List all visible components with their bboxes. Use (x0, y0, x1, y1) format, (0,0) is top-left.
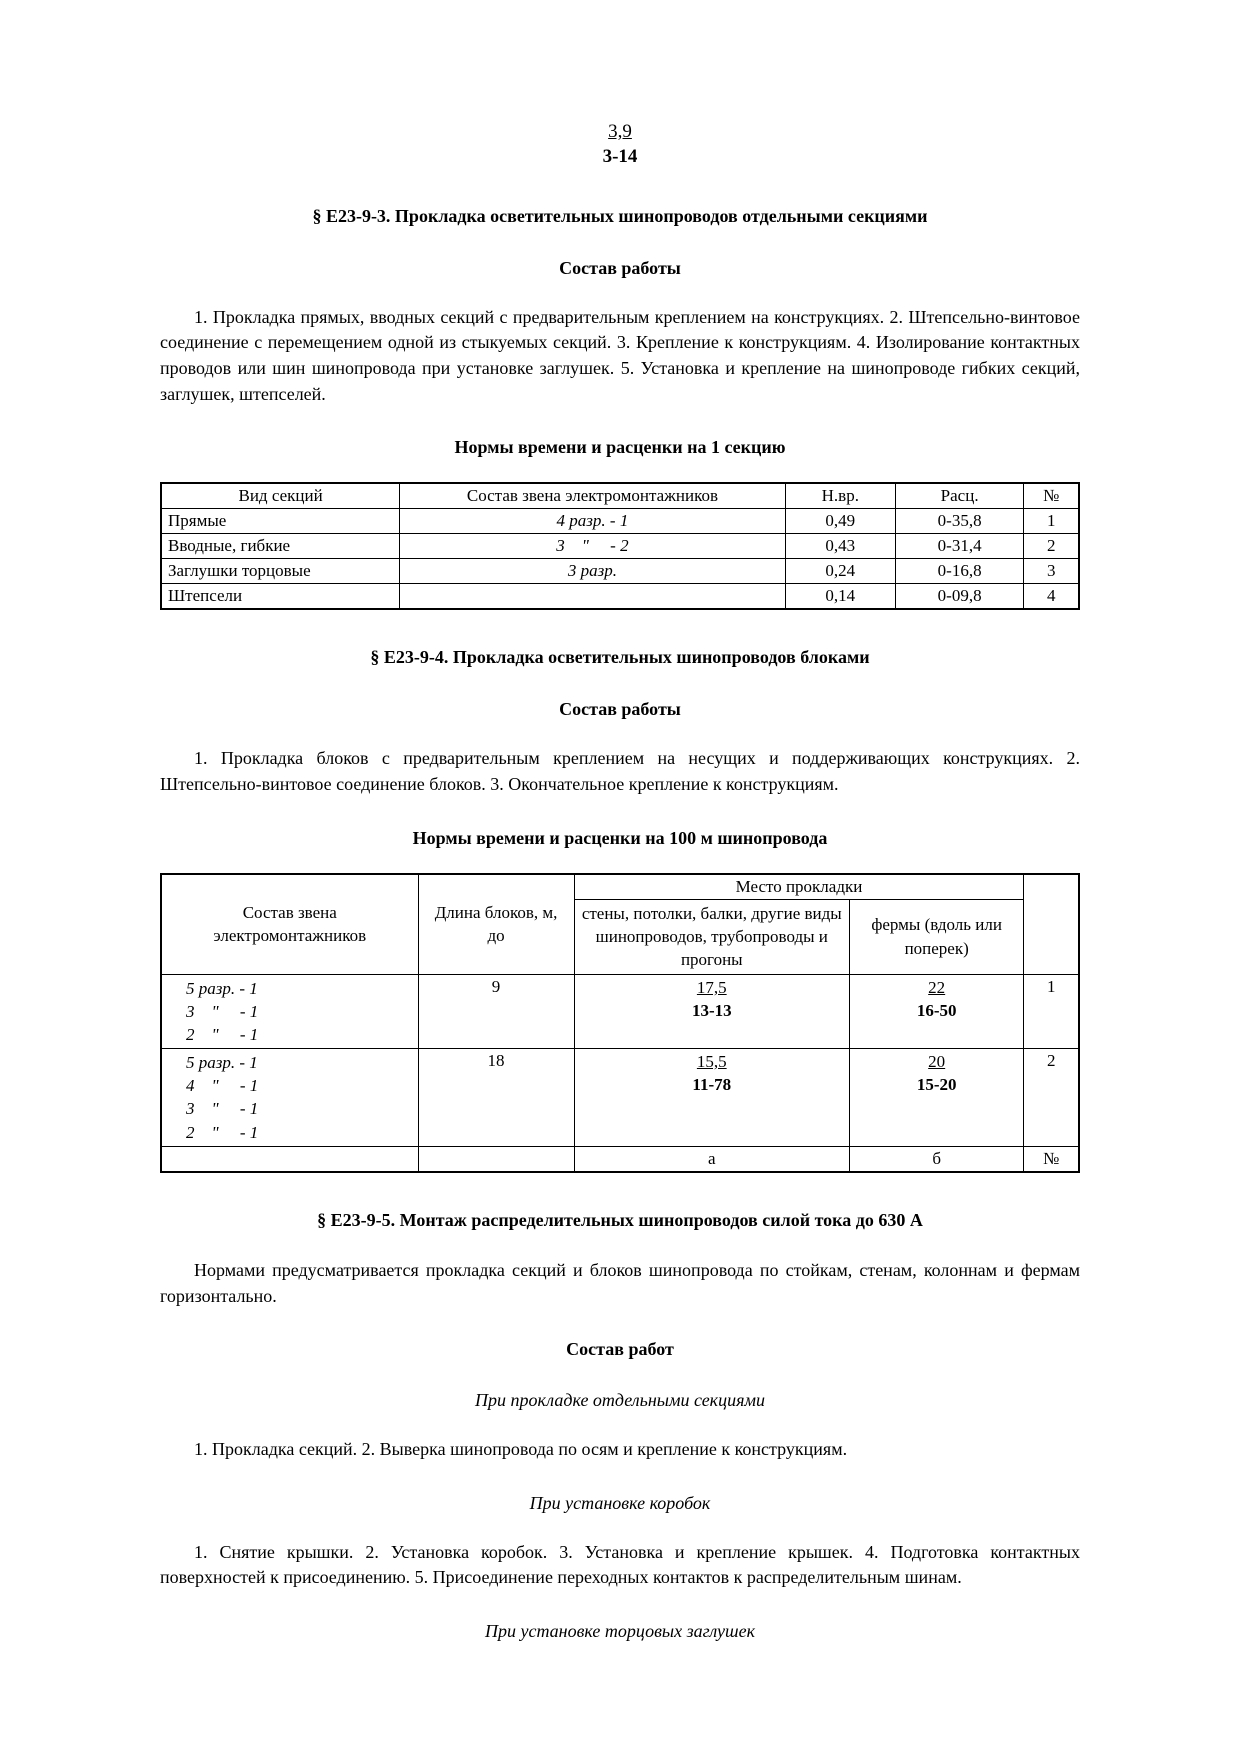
table-row (161, 509, 1079, 534)
table1-header-kind: Вид секций (161, 483, 400, 509)
table2-r1-num: 1 (1024, 974, 1079, 1048)
table1-header-crew: Состав звена электромонтажников (400, 483, 786, 509)
table1-title: Нормы времени и расценки на 1 секцию (454, 437, 786, 458)
table-header-row (161, 874, 1079, 900)
composition-text-s3: 1. Прокладка прямых, вводных секций с предварительным креплением на конструкциях. 2. Штепсельно-винтовое соединение с перемещением одной из стыкуемых секций. 3. Крепление к конструкциям. 4. Изолирование контактных проводов или шин шинопровода при установке заглушек. 5. Установка и крепление на шинопроводе гибких секций, заглушек, штепселей. (160, 306, 1080, 404)
table-row (161, 974, 1079, 1048)
norm-value: 22 (928, 977, 946, 997)
table2-footer-a: а (574, 1146, 849, 1172)
table-row (161, 584, 1079, 610)
table2-title: Нормы времени и расценки на 100 м шинопровода (412, 827, 828, 848)
table1-r1-kind: Прямые (161, 509, 400, 534)
crew-line: 4 " - 1 (186, 1076, 259, 1096)
table-header-row (161, 483, 1079, 509)
crew-line: 5 разр. - 1 (186, 1053, 258, 1073)
table2-r1-a (574, 974, 849, 1048)
table1-r1-rate: 0-35,8 (895, 509, 1024, 534)
composition-text-s4: 1. Прокладка блоков с предварительным креплением на несущих и поддерживающих конструкциях. 2. Штепсельно-винтовое соединение блоков. 3. Окончательное крепление к конструкциям. (160, 748, 1080, 795)
composition-label-s5: Состав работ (566, 1339, 674, 1360)
table2-header-place: Место прокладки (574, 874, 1024, 900)
norms-table-2 (160, 873, 1080, 1173)
table2-r2-crew (161, 1049, 418, 1146)
norm-value: 17,5 (696, 977, 727, 997)
table1-r4-norm: 0,14 (785, 584, 895, 610)
table2-r2-length: 18 (418, 1049, 574, 1146)
table1-r1-num: 1 (1024, 509, 1079, 534)
table2-footer-c2 (418, 1146, 574, 1172)
section-heading-e23-9-3: § Е23-9-3. Прокладка осветительных шинопроводов отдельными секциями (312, 205, 928, 226)
section-heading-e23-9-4: § Е23-9-4. Прокладка осветительных шинопроводов блоками (370, 647, 870, 668)
norms-table-1 (160, 482, 1080, 610)
table1-r3-crew: 3 разр. (400, 559, 786, 584)
page-number-top: 3,9 (608, 121, 632, 142)
table1-header-rate: Расц. (895, 483, 1024, 509)
table2-header-length: Длина блоков, м, до (418, 874, 574, 975)
crew-line: 2 " - 1 (186, 1025, 259, 1045)
table1-r2-norm: 0,43 (785, 534, 895, 559)
table1-r4-rate: 0-09,8 (895, 584, 1024, 610)
subsection-title-end-caps: При установке торцовых заглушек (484, 1620, 756, 1641)
norm-value: 15,5 (696, 1052, 727, 1072)
crew-line: 5 разр. - 1 (186, 978, 258, 998)
table1-r2-kind: Вводные, гибкие (161, 534, 400, 559)
composition-label-s4: Состав работы (559, 699, 681, 720)
table1-r1-norm: 0,49 (785, 509, 895, 534)
subsection-text-boxes: 1. Снятие крышки. 2. Установка коробок. 3. Установка и крепление крышек. 4. Подготовка контактных поверхностей к присоединению. 5. Присоединение переходных контактов к распределительным шинам. (160, 1541, 1080, 1588)
subsection-title-boxes: При установке коробок (529, 1492, 711, 1513)
table2-r2-a (574, 1049, 849, 1146)
subsection-title-sections: При прокладке отдельными секциями (475, 1390, 765, 1411)
table1-r1-crew: 4 разр. - 1 (400, 509, 786, 534)
table2-r1-length: 9 (418, 974, 574, 1048)
rate-value: 11-78 (692, 1075, 732, 1095)
table2-r2-b (849, 1049, 1023, 1146)
table2-r2-num: 2 (1024, 1049, 1079, 1146)
table2-header-num-blank (1024, 874, 1079, 975)
table2-footer-c1 (161, 1146, 418, 1172)
page-number-block (160, 120, 1080, 169)
rate-value: 16-50 (916, 1000, 957, 1020)
table1-r3-rate: 0-16,8 (895, 559, 1024, 584)
page-number-bottom: 3-14 (602, 145, 638, 167)
table2-r1-b (849, 974, 1023, 1048)
table1-r3-norm: 0,24 (785, 559, 895, 584)
table-row (161, 534, 1079, 559)
crew-line: 2 " - 1 (186, 1122, 259, 1142)
table1-r4-num: 4 (1024, 584, 1079, 610)
intro-text-s5: Нормами предусматривается прокладка секций и блоков шинопровода по стойкам, стенам, колоннам и фермам горизонтально. (160, 1260, 1080, 1306)
table2-header-place-b: фермы (вдоль или поперек) (849, 899, 1023, 974)
table2-header-crew: Состав звена электромонтажников (161, 874, 418, 975)
subsection-text-sections: 1. Прокладка секций. 2. Выверка шинопровода по осям и крепление к конструкциям. (194, 1439, 848, 1460)
table-footer-row (161, 1146, 1079, 1172)
norm-value: 20 (928, 1052, 946, 1072)
table-row (161, 1049, 1079, 1146)
table2-r1-crew (161, 974, 418, 1048)
table1-r2-num: 2 (1024, 534, 1079, 559)
table1-r2-rate: 0-31,4 (895, 534, 1024, 559)
rate-value: 13-13 (691, 1000, 732, 1020)
table1-r3-kind: Заглушки торцовые (161, 559, 400, 584)
table2-footer-num: № (1024, 1146, 1079, 1172)
table1-header-norm: Н.вр. (785, 483, 895, 509)
table1-header-num: № (1024, 483, 1079, 509)
table1-r4-crew (400, 584, 786, 610)
table-row (161, 559, 1079, 584)
crew-line: 3 " - 1 (186, 1002, 259, 1022)
rate-value: 15-20 (916, 1075, 957, 1095)
table1-r2-crew: 3 " - 2 (400, 534, 786, 559)
table1-r3-num: 3 (1024, 559, 1079, 584)
table2-header-place-a: стены, потолки, балки, другие виды шинопроводов, трубопроводы и прогоны (574, 899, 849, 974)
section-heading-e23-9-5: § Е23-9-5. Монтаж распределительных шинопроводов силой тока до 630 А (317, 1209, 923, 1230)
crew-line: 3 " - 1 (186, 1099, 259, 1119)
composition-label-s3: Состав работы (559, 257, 681, 278)
table2-footer-b: б (849, 1146, 1023, 1172)
table1-r4-kind: Штепсели (161, 584, 400, 610)
